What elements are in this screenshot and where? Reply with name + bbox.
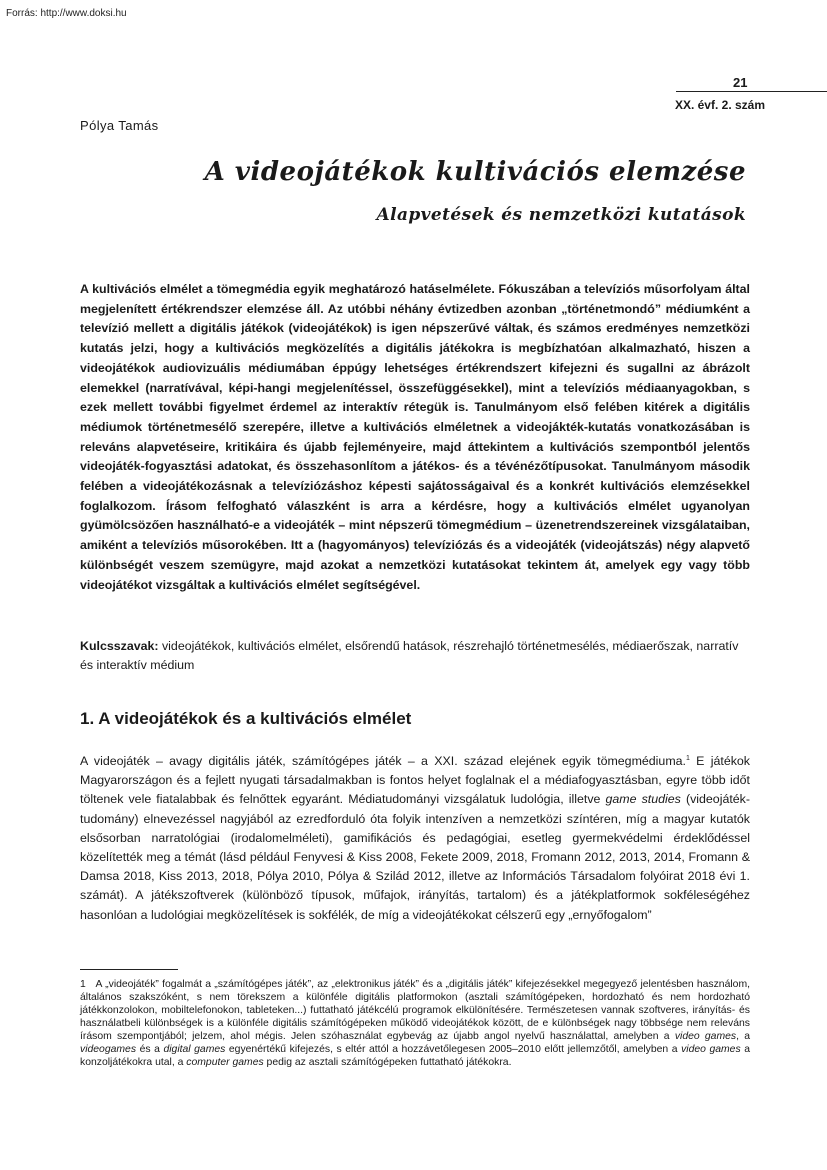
footnote-italic: video games <box>674 1031 737 1042</box>
footnote-text: egyenértékű kifejezés, s eltér attól a hozzávetőlegesen 2005–2010 előtt jellemzőtől, amelyben a <box>225 1044 682 1055</box>
keywords-list: videojátékok, kultivációs elmélet, elsőrendű hatások, részrehajló történetmesélés, médiaerőszak, narratív és interaktív médium <box>80 639 739 672</box>
footnote-text: pedig az asztali számítógépeken futtatható játékokra. <box>263 1057 512 1068</box>
footnote-text: és a <box>136 1044 164 1055</box>
footnote-italic: digital games <box>163 1044 226 1055</box>
article-subtitle: Alapvetések és nemzetközi kutatások <box>376 205 746 225</box>
page-number: 21 <box>733 75 748 90</box>
abstract: A kultivációs elmélet a tömegmédia egyik meghatározó hatáselmélete. Fókuszában a televíziós műsorfolyam által megjelenített értékrendszer elemzése áll. Az utóbbi néhány évtizedben azonban „történetmondó” médiumként a televízió mellett a digitális játékok (videojátékok) is igen népszerűvé váltak, és számos eredményes nemzetközi kutatás jelzi, hogy a kultivációs megközelítés a digitális játékokra is megbízhatóan alkalmazható, hiszen a videojátékok audiovizuális médiumában éppúgy lehetséges értékrendszert kifejezni és sugallni az ábrázolt elemekkel (narratívával, képi-hangi megjelenítéssel, összefüggésekkel), mint a televíziós médiaanyagokban, s ezek mellett további figyelmet érdemel az interaktív rétegük is. Tanulmányom első felében kitérek a digitális médiumok történetmesélő szerepére, illetve a kultivációs elméletnek a videojákték-kutatás vonatkozásában is releváns alapvetéseire, kritikáira és újabb fejleményeire, majd áttekintem a kultivációs szempontból jelentős videojáték-fogyasztási adatokat, és összehasonlítom a játékos- és a tévénézőtípusokat. Tanulmányom második felében a videojátékozásnak a televíziózáshoz képesti sajátosságaival és a konkrét kultivációs elemzésekkel foglalkozom. Írásom felfogható válaszként is arra a kérdésre, hogy a kultivációs elmélet ugyanolyan gyümölcsözően használható-e a videojáték – mint népszerű tömegmédium – üzenetrendszereinek vizsgálataiban, amiként a televíziós műsorokében. Itt a (hagyományos) televíziózás és a videojáték (videojátszás) négy alapvető különbségét veszem szemügyre, majd azokat a nemzetközi kutatásokat tekintem át, amelyek egy vagy több videojátékot vizsgáltak a kultivációs elmélet segítségével. <box>80 282 750 592</box>
footnote-reference: 1 <box>685 755 690 762</box>
footnote-italic: computer games <box>186 1057 264 1068</box>
footnote-text: A „videojáték” fogalmát a „számítógépes játék”, az „elektronikus játék” és a „digitális játék” kifejezésekkel megegyező jelentésben használom, általános szakszóként, s nem törekszem a különféle digitális platformokon (asztali számítógépeken, hordozható és nem hordozható játékkonzolokon, mobiltelefonokon, tableteken...) futtatható játékcélú programok elkülönítésére. Természetesen vannak szoftveres, irányítás- és használatbeli különbségek is a különféle digitális számítógépeken működő videojátékok között, de e különbségek nagy többsége nem releváns írásom szempontjából; jelzem, ahol mégis. Jelen szóhasználat egybevág az újabb angol nyelvű használattal, amelyben a <box>80 979 750 1042</box>
footnote-text: a konzoljátékokra utal, a <box>80 1044 751 1068</box>
footnote-number: 1 <box>80 979 86 990</box>
footnote-italic: videogames <box>80 1044 137 1055</box>
keywords <box>80 637 750 675</box>
author-name: Pólya Tamás <box>80 118 159 133</box>
source-note: Forrás: http://www.doksi.hu <box>6 8 127 19</box>
body-italic-term: game studies <box>605 792 681 807</box>
body-text: A videojáték – avagy digitális játék, számítógépes játék – a XXI. század elejének egyik tömegmédiuma. <box>80 754 686 768</box>
issue-label: XX. évf. 2. szám <box>674 98 765 112</box>
footnote-italic: video games <box>681 1044 741 1055</box>
body-text: E játékok Magyarországon és a fejlett nyugati társadalmakban is fontos helyet foglalnak el a médiafogyasztásban, egyre több időt töltenek vele fiatalabbak és felnőttek egyaránt. Médiatudományi vizsgálatuk ludológia, illetve <box>80 754 750 807</box>
body-text: (videojáték-tudomány) elnevezéssel nagyjából az ezredforduló óta folyik intenzíven a nemzetközi színtéren, míg a magyar kutatók elsősorban narratológiai (irodalomelméleti), gamifikációs és pedagógiai, esetleg gyermekvédelmi érdeklődéssel közelítették meg a témát (lásd például Fenyvesi & Kiss 2008, Fekete 2009, 2018, Fromann 2012, 2013, 2014, Fromann & Damsa 2018, Kiss 2013, 2018, Pólya 2010, Pólya & Szilád 2012, illetve az Információs Társadalom folyóirat 2018 évi 1. számát). A játékszoftverek (különböző típusok, műfajok, irányítás, tartalom) és a játékplatformok sokféleségéhez hasonlóan a ludológiai megközelítések is sokfélék, de míg a videojátékokat célszerű egy „ernyőfogalom” <box>80 792 750 922</box>
body-paragraph <box>80 752 750 925</box>
header-rule <box>676 91 827 92</box>
article-title: A videojátékok kultivációs elemzése <box>204 157 746 187</box>
keywords-label: Kulcsszavak: <box>80 639 159 653</box>
footnote-rule <box>80 969 178 970</box>
footnote <box>80 978 750 1069</box>
section-heading: 1. A videojátékok és a kultivációs elmélet <box>80 709 412 728</box>
footnote-text: , a <box>736 1031 750 1042</box>
